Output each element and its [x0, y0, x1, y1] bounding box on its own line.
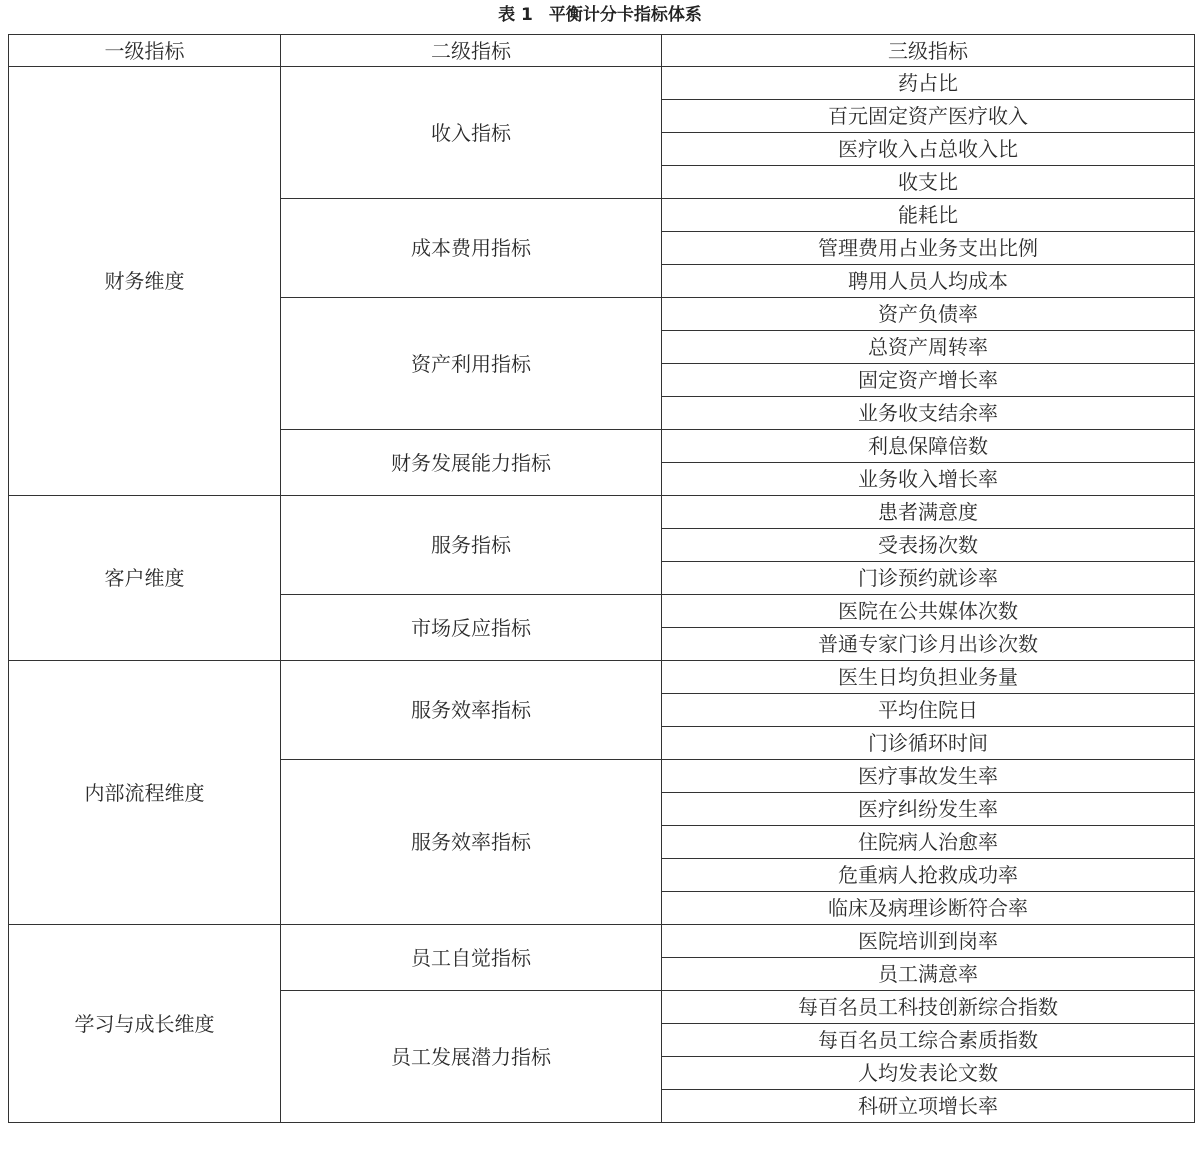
level2-cell: 服务效率指标	[281, 760, 662, 925]
level2-cell: 成本费用指标	[281, 199, 662, 298]
level3-cell: 人均发表论文数	[662, 1057, 1195, 1090]
level3-cell: 业务收入增长率	[662, 463, 1195, 496]
caption-number: 表 1	[498, 5, 533, 25]
table-row	[9, 496, 1195, 529]
header-row	[9, 35, 1195, 67]
header-level3: 三级指标	[662, 35, 1195, 67]
level3-cell: 受表扬次数	[662, 529, 1195, 562]
header-level2: 二级指标	[281, 35, 662, 67]
level2-cell: 员工发展潜力指标	[281, 991, 662, 1123]
table-row	[9, 67, 1195, 100]
level1-cell: 客户维度	[9, 496, 281, 661]
level3-cell: 能耗比	[662, 199, 1195, 232]
level3-cell: 门诊预约就诊率	[662, 562, 1195, 595]
level3-cell: 百元固定资产医疗收入	[662, 100, 1195, 133]
level3-cell: 员工满意率	[662, 958, 1195, 991]
level2-cell: 市场反应指标	[281, 595, 662, 661]
level3-cell: 资产负债率	[662, 298, 1195, 331]
level2-cell: 资产利用指标	[281, 298, 662, 430]
level2-cell: 员工自觉指标	[281, 925, 662, 991]
table-row	[9, 925, 1195, 958]
level3-cell: 临床及病理诊断符合率	[662, 892, 1195, 925]
level2-cell: 服务效率指标	[281, 661, 662, 760]
level3-cell: 固定资产增长率	[662, 364, 1195, 397]
level1-cell: 内部流程维度	[9, 661, 281, 925]
level1-cell: 学习与成长维度	[9, 925, 281, 1123]
level3-cell: 危重病人抢救成功率	[662, 859, 1195, 892]
level1-cell: 财务维度	[9, 67, 281, 496]
indicator-table	[8, 34, 1195, 1123]
level3-cell: 利息保障倍数	[662, 430, 1195, 463]
level3-cell: 业务收支结余率	[662, 397, 1195, 430]
level3-cell: 医院培训到岗率	[662, 925, 1195, 958]
level2-cell: 财务发展能力指标	[281, 430, 662, 496]
level3-cell: 每百名员工科技创新综合指数	[662, 991, 1195, 1024]
caption-title: 平衡计分卡指标体系	[548, 5, 702, 25]
level3-cell: 药占比	[662, 67, 1195, 100]
level3-cell: 医疗事故发生率	[662, 760, 1195, 793]
level3-cell: 医疗收入占总收入比	[662, 133, 1195, 166]
level3-cell: 每百名员工综合素质指数	[662, 1024, 1195, 1057]
level3-cell: 医生日均负担业务量	[662, 661, 1195, 694]
level3-cell: 科研立项增长率	[662, 1090, 1195, 1123]
level3-cell: 普通专家门诊月出诊次数	[662, 628, 1195, 661]
level3-cell: 住院病人治愈率	[662, 826, 1195, 859]
level2-cell: 收入指标	[281, 67, 662, 199]
level2-cell: 服务指标	[281, 496, 662, 595]
header-level1: 一级指标	[9, 35, 281, 67]
level3-cell: 医疗纠纷发生率	[662, 793, 1195, 826]
table-row	[9, 661, 1195, 694]
level3-cell: 管理费用占业务支出比例	[662, 232, 1195, 265]
level3-cell: 聘用人员人均成本	[662, 265, 1195, 298]
level3-cell: 医院在公共媒体次数	[662, 595, 1195, 628]
table-caption	[0, 4, 1200, 26]
level3-cell: 平均住院日	[662, 694, 1195, 727]
level3-cell: 总资产周转率	[662, 331, 1195, 364]
level3-cell: 患者满意度	[662, 496, 1195, 529]
table-body	[9, 67, 1195, 1123]
level3-cell: 收支比	[662, 166, 1195, 199]
level3-cell: 门诊循环时间	[662, 727, 1195, 760]
